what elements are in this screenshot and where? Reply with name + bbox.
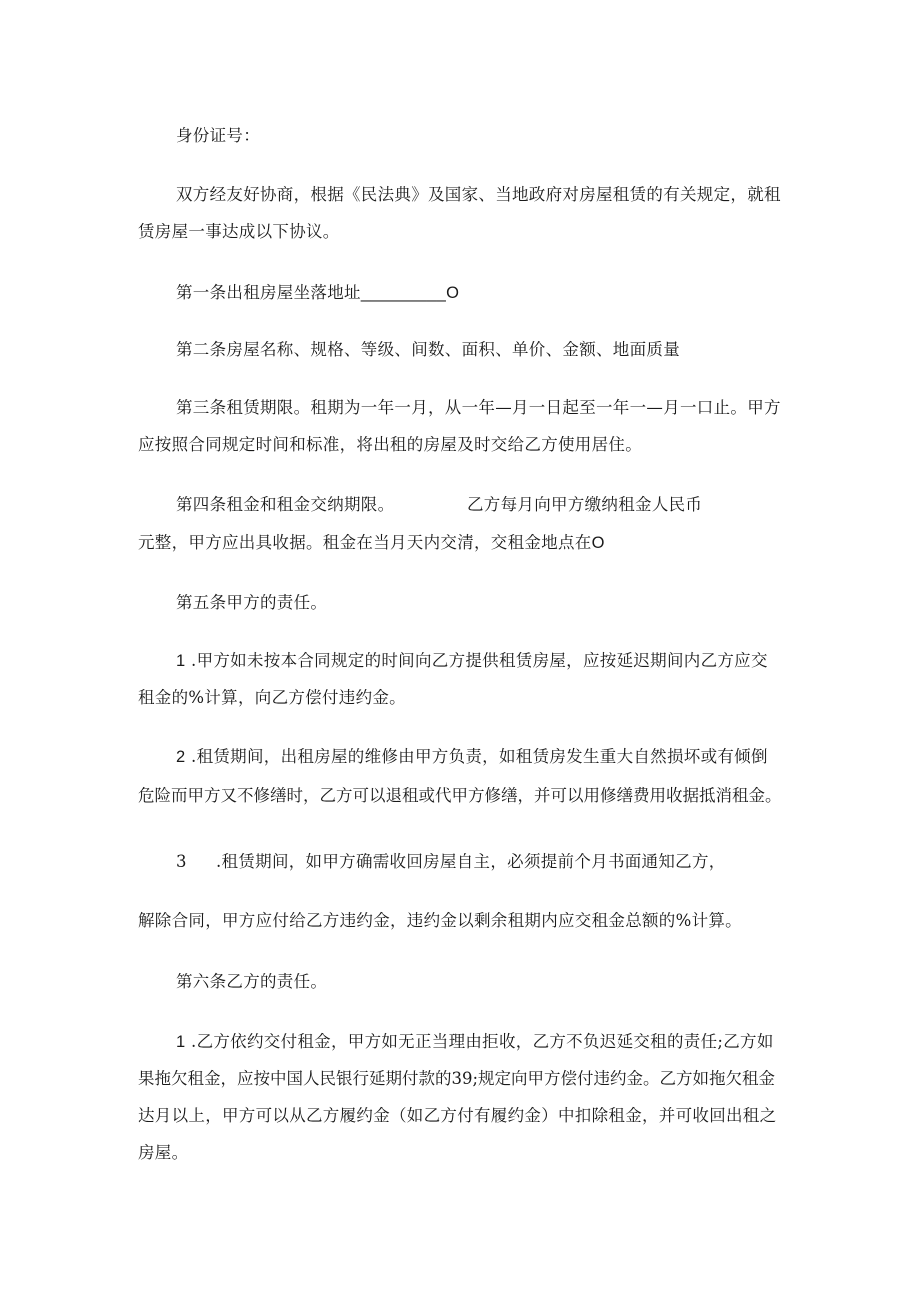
item-text: .租赁期间，出租房屋的维修由甲方负责，如租赁房发生重大自然损坏或有倾倒 xyxy=(185,747,768,766)
article-5-item-1-line-1 xyxy=(176,651,768,671)
article-4-clause: 乙方每月向甲方缴纳租金人民币 xyxy=(467,495,703,514)
article-5-item-2-line-2: 危险而甲方又不修缮时，乙方可以退租或代甲方修缮，并可以用修缮费用收据抵消租金。 xyxy=(138,786,782,805)
article-3-line-2: 应按照合同规定时间和标准，将出租的房屋及时交给乙方使用居住。 xyxy=(138,435,642,454)
article-5-title: 第五条甲方的责任。 xyxy=(176,593,328,612)
article-6-item-1-line-4: 房屋。 xyxy=(138,1143,189,1162)
article-4-line-2-text: 元整，甲方应出具收据。租金在当月天内交清，交租金地点在 xyxy=(138,533,592,552)
article-1-end: O xyxy=(446,284,460,302)
article-3-line-1: 第三条租赁期限。租期为一年一月，从一年—月一日起至一年一—月一口止。甲方 xyxy=(176,398,781,417)
intro-line-1: 双方经友好协商，根据《民法典》及国家、当地政府对房屋租赁的有关规定，就租 xyxy=(176,185,781,204)
article-5-item-2-line-1 xyxy=(176,747,768,767)
item-number: 2 xyxy=(176,748,186,766)
article-4-title: 第四条租金和租金交纳期限。 xyxy=(176,495,395,514)
intro-line-2: 赁房屋一事达成以下协议。 xyxy=(138,222,340,241)
article-4-line-2 xyxy=(138,533,605,553)
item-text: .甲方如未按本合同规定的时间向乙方提供租赁房屋，应按延迟期间内乙方应交 xyxy=(185,651,768,670)
item-number: 1 xyxy=(176,652,186,670)
article-5-item-3-line-1: .租赁期间，如甲方确需收回房屋自主，必须提前个月书面通知乙方， xyxy=(216,852,726,871)
item-text: .乙方依约交付租金，甲方如无正当理由拒收，乙方不负迟延交租的责任;乙方如 xyxy=(185,1032,774,1051)
article-4-end: O xyxy=(591,534,605,552)
article-5-item-3-number: 3 xyxy=(176,852,187,871)
article-2: 第二条房屋名称、规格、等级、间数、面积、单价、金额、地面质量 xyxy=(176,340,680,359)
article-6-item-1-line-1 xyxy=(176,1032,774,1052)
article-6-item-1-line-3: 达月以上，甲方可以从乙方履约金（如乙方付有履约金）中扣除租金，并可收回出租之 xyxy=(138,1106,777,1125)
article-1-text: 第一条出租房屋坐落地址 xyxy=(176,283,361,302)
article-6-title: 第六条乙方的责任。 xyxy=(176,972,328,991)
article-5-item-1-line-2: 租金的%计算，向乙方偿付违约金。 xyxy=(138,688,406,707)
article-1 xyxy=(176,283,459,303)
article-5-item-3-line-2: 解除合同，甲方应付给乙方违约金，违约金以剩余租期内应交租金总额的%计算。 xyxy=(138,911,742,930)
id-number-label: 身份证号： xyxy=(176,126,260,145)
address-blank: _________ xyxy=(360,284,447,302)
item-number: 1 xyxy=(176,1033,186,1051)
article-6-item-1-line-2: 果拖欠租金，应按中国人民银行延期付款的39;规定向甲方偿付违约金。乙方如拖欠租金 xyxy=(138,1069,776,1088)
